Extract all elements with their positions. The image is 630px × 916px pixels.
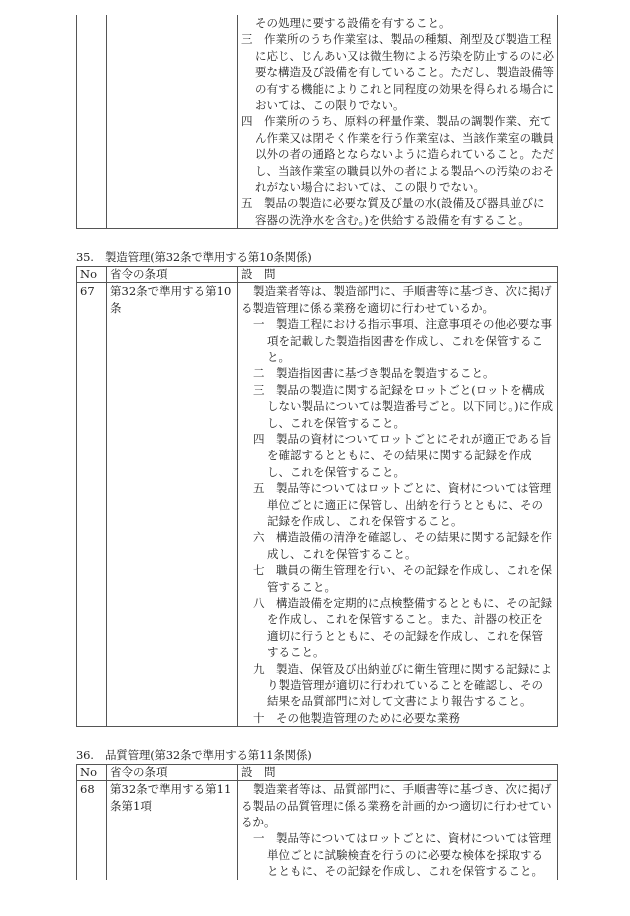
list-item: 四 製品の資材についてロットごとにそれが適正である旨を確認するとともに、その結果に関する記録を作成し、これを保管すること。 — [253, 431, 552, 479]
list-item: 五 製品等についてはロットごとに、資材については管理単位ごとに適正に保管し、出納を行うとともに、その記録を作成し、これを保管すること。 — [253, 481, 552, 528]
continued-table — [76, 15, 558, 229]
list-item: 七 職員の衛生管理を行い、その記録を作成し、これを保管すること。 — [253, 563, 552, 594]
article-cell: 第32条で準用する第11条第1項 — [107, 781, 238, 880]
table-row — [77, 283, 558, 727]
article-cell — [107, 15, 238, 229]
question-intro: 製造業者等は、製造部門に、手順書等に基づき、次に掲げる製造管理に係る業務を適切に行わせているか。 — [241, 284, 552, 315]
list-item: 十 その他製造管理のために必要な業務 — [253, 710, 460, 725]
article-cell: 第32条で準用する第10条 — [107, 283, 238, 727]
continuation-line: その処理に要する設備を有すること。 — [255, 16, 451, 30]
question-cell — [238, 283, 558, 727]
list-item: 九 製造、保管及び出納並びに衛生管理に関する記録により製造管理が適切に行われていることを確認し、その結果を品質部門に対して文書により報告すること。 — [253, 661, 552, 709]
section-title: 36. 品質管理(第32条で準用する第11条関係) — [76, 748, 312, 763]
no-cell: 67 — [77, 283, 107, 727]
question-cell — [238, 781, 558, 880]
list-item: 四 作業所のうち、原料の秤量作業、製品の調製作業、充てん作業又は閉そく作業を行う作業室は、当該作業室の職員以外の者の通路とならないように造られていること。ただし、当該作業室の職員以外の者による製品への汚染のおそれがない場合においては、この限りでない。 — [241, 114, 554, 195]
header-no: No — [77, 765, 107, 781]
table-header-row — [77, 267, 558, 283]
no-cell: 68 — [77, 781, 107, 880]
spacer — [76, 229, 557, 249]
section-table — [76, 764, 558, 879]
header-article: 省令の条項 — [107, 267, 238, 283]
question-intro: 製造業者等は、品質部門に、手順書等に基づき、次に掲げる製品の品質管理に係る業務を計画的かつ適切に行わせているか。 — [241, 782, 552, 830]
table-row — [77, 15, 558, 229]
document-page — [76, 0, 557, 880]
table-row — [77, 781, 558, 880]
list-item: 三 作業所のうち作業室は、製品の種類、剤型及び製造工程に応じ、じんあい又は微生物による汚染を防止するのに必要な構造及び設備を有していること。ただし、製造設備等の有する機能によりこれと同程度の効果を得られる場合においては、この限りでない。 — [241, 32, 554, 113]
spacer — [76, 727, 557, 747]
no-cell — [77, 15, 107, 229]
list-item: 六 構造設備の清浄を確認し、その結果に関する記録を作成し、これを保管すること。 — [253, 530, 552, 561]
question-cell — [238, 15, 558, 229]
section-table — [76, 266, 558, 727]
list-item: 五 製品の製造に必要な質及び量の水(設備及び器具並びに容器の洗浄水を含む。)を供給する設備を有すること。 — [241, 196, 545, 227]
table-header-row — [77, 765, 558, 781]
list-item: 三 製品の製造に関する記録をロットごと(ロットを構成しない製品については製造番号ごと。以下同じ。)に作成し、これを保管すること。 — [253, 382, 554, 430]
section-title: 35. 製造管理(第32条で準用する第10条関係) — [76, 250, 312, 265]
list-item: 二 製造指図書に基づき製品を製造すること。 — [253, 366, 495, 381]
list-item: 一 製品等についてはロットごとに、資材については管理単位ごとに試験検査を行うのに必要な検体を採取するとともに、その記録を作成し、これを保管すること。 — [253, 831, 552, 879]
header-question: 設 問 — [238, 267, 558, 283]
header-no: No — [77, 267, 107, 283]
header-article: 省令の条項 — [107, 765, 238, 781]
list-item: 八 構造設備を定期的に点検整備するとともに、その記録を作成し、これを保管すること。また、計器の校正を適切に行うとともに、その記録を作成し、これを保管すること。 — [253, 596, 552, 660]
list-item: 一 製造工程における指示事項、注意事項その他必要な事項を記載した製造指図書を作成し、これを保管すること。 — [253, 317, 552, 364]
header-question: 設 問 — [238, 765, 558, 781]
top-margin — [76, 0, 557, 15]
